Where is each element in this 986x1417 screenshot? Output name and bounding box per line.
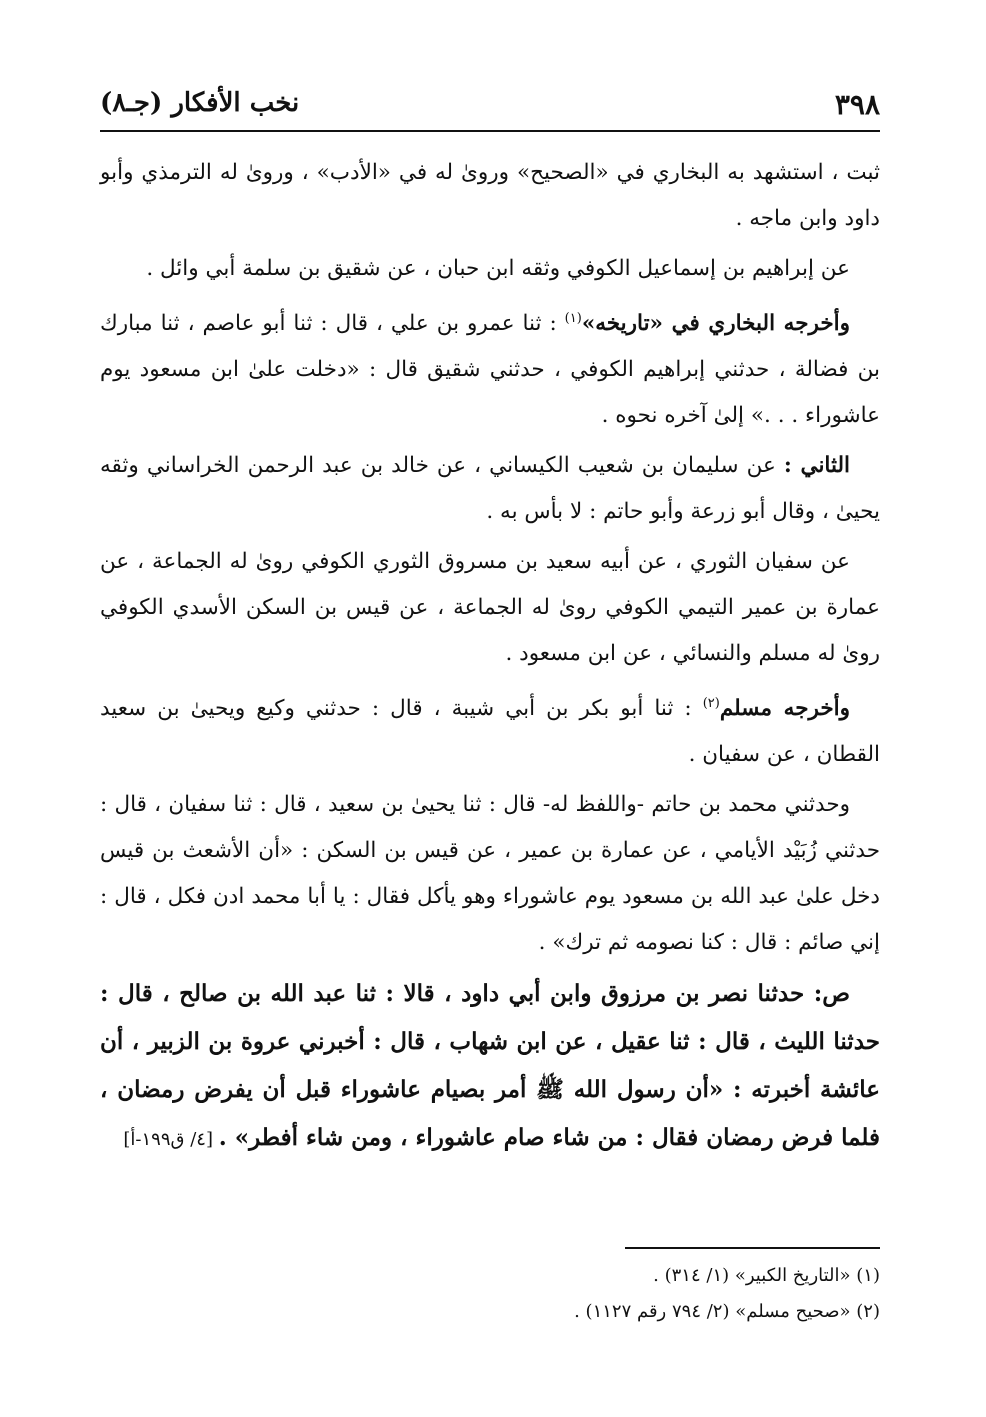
running-title: نخب الأفكار (جـ٨) bbox=[100, 88, 300, 118]
paragraph-6-text: : ثنا أبو بكر بن أبي شيبة ، قال : حدثني وكيع ويحيىٰ بن سعيد القطان ، عن سفيان . bbox=[100, 696, 880, 768]
footnote-ref-1[interactable]: (١) bbox=[564, 311, 582, 326]
paragraph-1 bbox=[100, 150, 880, 242]
manuscript-folio-marker: [٤/ ق١٩٩-أ] bbox=[123, 1129, 219, 1151]
paragraph-3-lead: وأخرجه البخاري في «تاريخه» bbox=[581, 311, 850, 337]
main-text bbox=[100, 150, 880, 1168]
paragraph-4 bbox=[100, 443, 880, 535]
paragraph-5-text: عن سفيان الثوري ، عن أبيه سعيد بن مسروق الثوري الكوفي روىٰ له الجماعة ، عن عمارة بن عمير التيمي الكوفي روىٰ له الجماعة ، عن قيس بن السكن الأسدي الكوفي روىٰ له مسلم والنسائي ، عن ابن مسعود . bbox=[100, 549, 880, 667]
paragraph-1-text: ثبت ، استشهد به البخاري في «الصحيح» وروىٰ له في «الأدب» ، وروىٰ له الترمذي وأبو داود وابن ماجه . bbox=[100, 160, 880, 231]
footnote-2: (٢) «صحيح مسلم» (٢/ ٧٩٤ رقم ١١٢٧) . bbox=[574, 1301, 880, 1322]
footnote-ref-2[interactable]: (٢) bbox=[702, 696, 720, 712]
paragraph-6 bbox=[100, 681, 880, 778]
paragraph-6-lead: وأخرجه مسلم bbox=[719, 696, 850, 722]
paragraph-2-text: عن إبراهيم بن إسماعيل الكوفي وثقه ابن حبان ، عن شقيق بن سلمة أبي وائل . bbox=[146, 256, 850, 281]
paragraph-2 bbox=[100, 246, 880, 292]
page-header bbox=[100, 82, 880, 130]
footnotes bbox=[100, 1258, 880, 1330]
page-number: ٣٩٨ bbox=[834, 88, 880, 121]
paragraph-5 bbox=[100, 539, 880, 677]
header-rule bbox=[100, 130, 880, 132]
paragraph-8-text: ص: حدثنا نصر بن مرزوق وابن أبي داود ، قالا : ثنا عبد الله بن صالح ، قال : حدثنا الليث ، قال : ثنا عقيل ، عن ابن شهاب ، قال : أخبرني عروة بن الزبير ، أن عائشة أخبرته : «أن رسول الله ﷺ أمر بصيام عاشوراء قبل أن يفرض رمضان ، فلما فرض رمضان فقال : من شاء صام عاشوراء ، ومن شاء أفطر» . bbox=[100, 980, 880, 1152]
paragraph-4-text: عن سليمان بن شعيب الكيساني ، عن خالد بن عبد الرحمن الخراساني وثقه يحيىٰ ، وقال أبو زرعة وأبو حاتم : لا بأس به . bbox=[100, 453, 880, 525]
paragraph-3-text: : ثنا عمرو بن علي ، قال : ثنا أبو عاصم ، ثنا مبارك بن فضالة ، حدثني إبراهيم الكوفي ، حدثني شقيق قال : «دخلت علىٰ ابن مسعود يوم عاشوراء . . .» إلىٰ آخره نحوه . bbox=[100, 311, 880, 429]
footnote-1: (١) «التاريخ الكبير» (١/ ٣١٤) . bbox=[653, 1265, 880, 1286]
paragraph-4-lead: الثاني : bbox=[783, 453, 850, 479]
paragraph-7-text: وحدثني محمد بن حاتم -واللفظ له- قال : ثنا يحيىٰ بن سعيد ، قال : ثنا سفيان ، قال : حدثني زُبَيْد الأيامي ، عن عمارة بن عمير ، عن قيس بن السكن : «أن الأشعث بن قيس دخل علىٰ عبد الله بن مسعود يوم عاشوراء وهو يأكل فقال : يا أبا محمد ادن فكل ، قال : إني صائم : قال : كنا نصومه ثم ترك» . bbox=[100, 792, 880, 956]
footnote-rule bbox=[625, 1247, 880, 1249]
paragraph-8 bbox=[100, 970, 880, 1164]
paragraph-7 bbox=[100, 782, 880, 966]
paragraph-3 bbox=[100, 296, 880, 439]
